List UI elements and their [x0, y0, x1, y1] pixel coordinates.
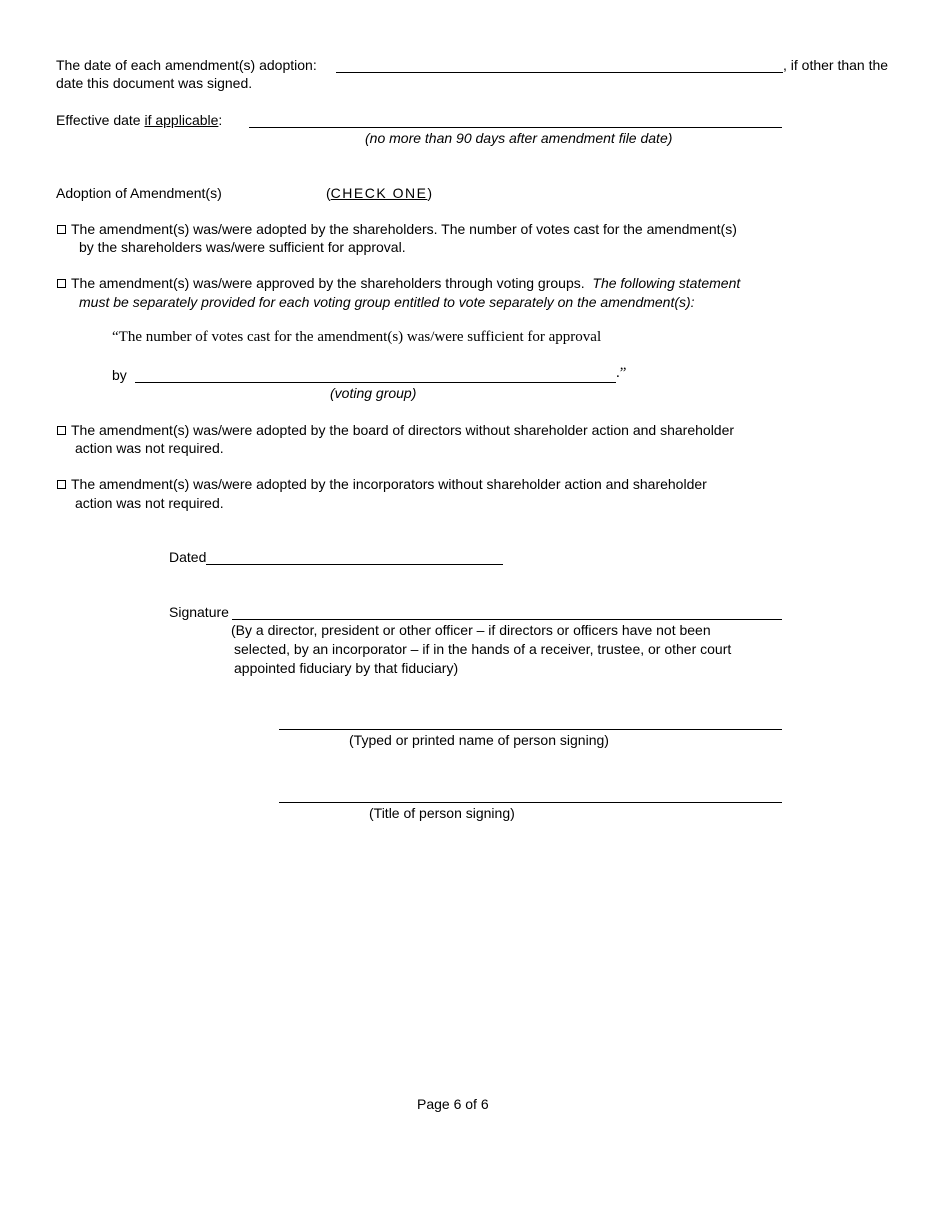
effective-date-label-start: Effective date: [56, 112, 145, 128]
voting-groups-quote: “The number of votes cast for the amendment(s) was/were sufficient for approval: [112, 329, 602, 345]
voting-groups-checkbox[interactable]: [57, 279, 66, 288]
effective-date-field[interactable]: [249, 127, 782, 128]
effective-date-label-conditional: if applicable: [144, 112, 219, 128]
shareholders-checkbox[interactable]: [57, 225, 66, 234]
signature-field[interactable]: [232, 619, 782, 620]
voting-groups-line2: must be separately provided for each voting group entitled to vote separately on the amendment(s):: [79, 294, 695, 310]
signature-label: Signature: [169, 604, 229, 620]
voting-groups-by: by: [112, 367, 127, 383]
voting-group-caption: (voting group): [330, 385, 417, 401]
amendment-date-continuation: date this document was signed.: [56, 75, 253, 91]
effective-date-label: [56, 112, 222, 128]
effective-date-note: (no more than 90 days after amendment file date): [365, 130, 673, 146]
board-line1: The amendment(s) was/were adopted by the board of directors without shareholder action and shareholder: [71, 422, 735, 438]
voting-groups-line1-italic: The following statement: [592, 275, 741, 291]
voting-groups-line1: The amendment(s) was/were approved by the shareholders through voting groups.: [71, 275, 585, 291]
check-one-instruction: [326, 185, 432, 201]
voting-group-field[interactable]: [135, 382, 616, 383]
check-one-open: (: [326, 185, 331, 201]
dated-field[interactable]: [206, 564, 503, 565]
printed-name-field[interactable]: [279, 729, 782, 730]
adoption-heading: Adoption of Amendment(s): [56, 185, 222, 201]
voting-groups-quote-end: .”: [616, 365, 627, 381]
signature-note-line2: selected, by an incorporator – if in the hands of a receiver, trustee, or other court: [234, 641, 732, 657]
board-checkbox[interactable]: [57, 426, 66, 435]
check-one-close: ): [427, 185, 433, 201]
dated-label: Dated: [169, 549, 207, 565]
check-one-text: CHECK ONE: [330, 185, 428, 201]
board-line2: action was not required.: [75, 440, 224, 456]
option-voting-groups: [57, 275, 740, 291]
shareholders-line1: The amendment(s) was/were adopted by the shareholders. The number of votes cast for the amendment(s): [71, 221, 737, 237]
option-board: [57, 422, 734, 438]
signature-note-line1: (By a director, president or other officer – if directors or officers have not been: [231, 622, 711, 638]
signature-note-line3: appointed fiduciary by that fiduciary): [234, 660, 459, 676]
amendment-date-field[interactable]: [336, 72, 783, 73]
printed-name-caption: (Typed or printed name of person signing): [349, 732, 609, 748]
amendment-date-suffix: , if other than the: [783, 57, 889, 73]
amendment-date-label: The date of each amendment(s) adoption:: [56, 57, 317, 73]
option-shareholders: [57, 221, 737, 237]
option-incorporators: [57, 476, 707, 492]
title-field[interactable]: [279, 802, 782, 803]
page-number: Page 6 of 6: [417, 1096, 489, 1112]
shareholders-line2: by the shareholders was/were sufficient for approval.: [79, 239, 406, 255]
incorporators-line1: The amendment(s) was/were adopted by the incorporators without shareholder action and shareholder: [71, 476, 707, 492]
title-caption: (Title of person signing): [369, 805, 515, 821]
effective-date-label-colon: :: [218, 112, 223, 128]
incorporators-line2: action was not required.: [75, 495, 224, 511]
incorporators-checkbox[interactable]: [57, 480, 66, 489]
